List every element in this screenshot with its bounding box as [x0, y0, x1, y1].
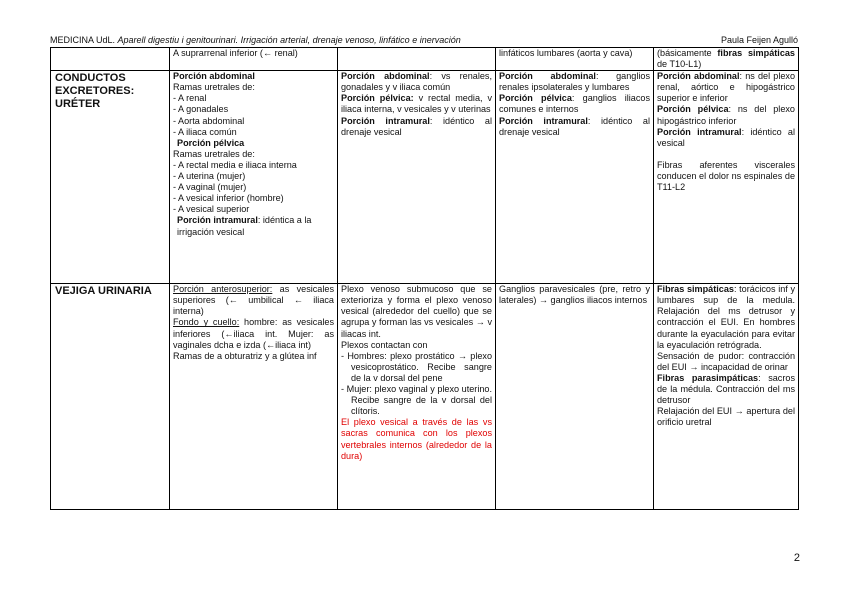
- table-row-bladder: [51, 284, 799, 510]
- page-number: 2: [793, 552, 800, 564]
- list-item: - A uterina (mujer): [173, 171, 246, 182]
- list-item: - A vesical inferior (hombre): [173, 193, 284, 204]
- row-heading-bladder: VEJIGA URINARIA: [51, 284, 170, 510]
- list-item: - A rectal media e iliaca interna: [173, 159, 297, 170]
- cell-ureter-arterial: Porción abdominal Ramas uretrales de: - A renal - A gonadales - Aorta abdominal - A iliaca común Porción pélvica Ramas uretrales de: - A rectal media e iliaca interna - A uterina (mujer) - A vaginal (mujer) - A vesical inferior (hombre) - A vesical superior Porción intramural: idéntica a la irrigación vesical: [170, 71, 338, 284]
- cell-bladder-venous: Plexo venoso submucoso que se exterioriza y forma el plexo venoso vesical (alrededor del cuello) que se agrupa y forman las vs vesicales → v iliacas int. Plexos contactan con - Hombres: plexo prostático → plexo vesicoprostático. Recibe sangre de la v dorsal del pene - Mujer: plexo vaginal y plexo uterino. Recibe sangre de la v dorsal del clítoris. El plexo vesical a través de las vs sacras comunica con los plexos vertebrales internos (alrededor de la dura): [338, 284, 496, 510]
- cell-ureter-nerve: Porción abdominal: ns del plexo renal, aórtico e hipogástrico superior e inferior Porción pélvica: ns del plexo hipogástrico inferior Porción intramural: idéntico al vesical Fibras aferentes viscerales conducen el dolor ns espinales de T11-L2: [654, 71, 799, 284]
- cell-ureter-lymph: Porción abdominal: ganglios renales ipsolaterales y lumbares Porción pélvica: ganglios iliacos comunes e internos Porción intramural: idéntico al drenaje vesical: [496, 71, 654, 284]
- anatomy-table: [50, 47, 799, 510]
- cell-bladder-lymph: Ganglios paravesicales (pre, retro y laterales) → ganglios iliacos internos: [496, 284, 654, 510]
- row-heading-ureter: CONDUCTOS EXCRETORES: URÉTER: [51, 71, 170, 284]
- list-item: - Hombres: plexo prostático → plexo vesicoprostático. Recibe sangre de la v dorsal del pene: [341, 350, 492, 383]
- table-row-ureter: [51, 71, 799, 284]
- list-item: - Mujer: plexo vaginal y plexo uterino. Recibe sangre de la v dorsal del clítoris.: [341, 384, 492, 417]
- document-title: MEDICINA UdL. Aparell digestiu i genitourinari. Irrigación arterial, drenaje venoso, linfático e inervación: [50, 35, 461, 45]
- cell-bladder-arterial: Porción anterosuperior: as vesicales superiores (← umbilical ← iliaca interna) Fondo y cuello: hombre: as vesicales inferiores (←iliaca int. Mujer: as vaginales dcha e izda (←iliaca int) Ramas de a obturatriz y a glútea inf: [170, 284, 338, 510]
- list-item: - A renal: [173, 93, 207, 104]
- cell-venous: [338, 48, 496, 71]
- author-name: Paula Feijen Agulló: [720, 35, 798, 45]
- cell-lymph: linfáticos lumbares (aorta y cava): [496, 48, 654, 71]
- list-item: - A vaginal (mujer): [173, 182, 247, 193]
- cell-nerve: (básicamente fibras simpáticas de T10-L1): [654, 48, 799, 71]
- table-row-continuation: [51, 48, 799, 71]
- cell-empty: [51, 48, 170, 71]
- cell-bladder-nerve: Fibras simpáticas: torácicos inf y lumbares sup de la medula. Relajación del ms detrusor y contracción el EUI. En hombres durante la eyaculación para evitar la eyaculación retrógrada. Sensación de pudor: contracción del EUI → incapacidad de orinar Fibras parasimpáticas: sacros de la médula. Contracción del ms detrusor Relajación del EUI → apertura del orificio uretral: [654, 284, 799, 510]
- cell-arterial: A suprarrenal inferior (← renal): [170, 48, 338, 71]
- list-item: - A vesical superior: [173, 204, 250, 215]
- list-item: - A gonadales: [173, 104, 229, 115]
- highlight-note: El plexo vesical a través de las vs sacras comunica con los plexos vertebrales internos (alrededor de la dura): [341, 417, 492, 461]
- list-item: - Aorta abdominal: [173, 115, 245, 126]
- cell-ureter-venous: Porción abdominal: vs renales, gonadales y v iliaca común Porción pélvica: v rectal media, v iliaca interna, v vesicales y v uterinas Porción intramural: idéntico al drenaje vesical: [338, 71, 496, 284]
- list-item: - A iliaca común: [173, 126, 237, 137]
